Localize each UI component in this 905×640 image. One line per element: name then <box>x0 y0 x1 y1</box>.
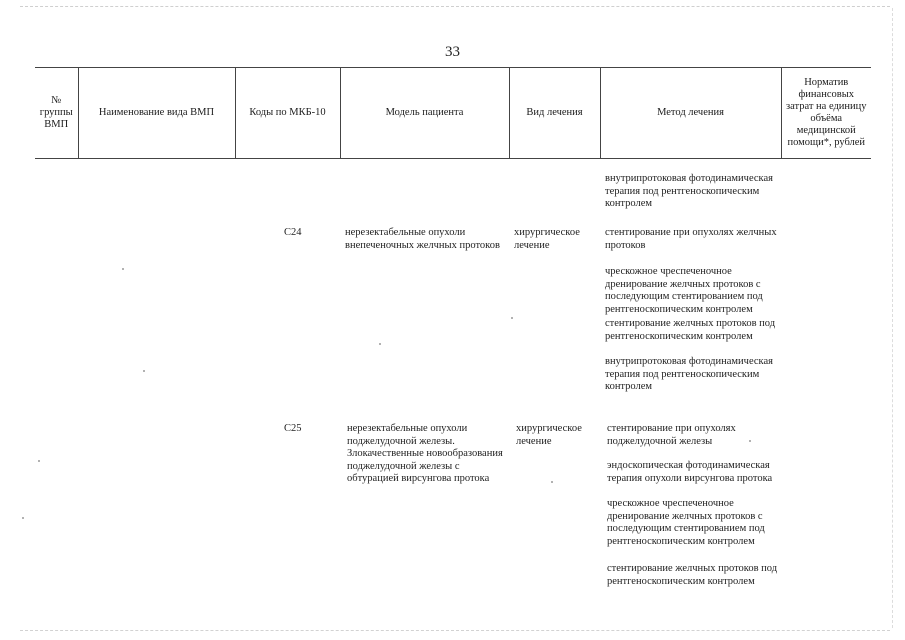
header-group-number: № группы ВМП <box>35 67 78 159</box>
header-treatment-method: Метод лечения <box>600 67 781 159</box>
method-cell: внутрипротоковая фотодинамическая терапия под рентгеноскопическим контролем <box>605 173 773 209</box>
treatment-type-cell: хирургическое лечение <box>516 423 582 447</box>
icd-code: C25 <box>284 423 302 434</box>
scan-speck <box>511 317 513 319</box>
scan-speck <box>22 517 24 519</box>
header-cost-norm: Норматив финансовых затрат на единицу объёма медицинской помощи*, рублей <box>781 67 871 159</box>
header-vmp-name: Наименование вида ВМП <box>78 67 235 159</box>
header-patient-model: Модель пациента <box>340 67 509 159</box>
patient-model-cell: нерезектабельные опухоли поджелудочной железы. Злокачественные новообразования поджелудочной железы с обтурацией вирсунгова протока <box>347 423 503 484</box>
method-cell: стентирование желчных протоков под рентгеноскопическим контролем <box>605 318 776 342</box>
scan-speck <box>38 460 40 462</box>
method-cell: эндоскопическая фотодинамическая терапия опухоли вирсунгова протока <box>607 460 773 484</box>
method-cell: чрескожное чреспеченочное дренирование желчных протоков с последующим стентированием под рентгеноскопическим контролем <box>605 266 763 315</box>
patient-model-cell: нерезектабельные опухоли внепеченочных желчных протоков <box>345 227 500 251</box>
scan-edge-right <box>892 8 893 628</box>
method-cell: чрескожное чреспеченочное дренирование желчных протоков с последующим стентированием под рентгеноскопическим контролем <box>607 498 765 547</box>
scan-edge-bottom <box>20 630 890 631</box>
method-cell: внутрипротоковая фотодинамическая терапия под рентгеноскопическим контролем <box>605 356 773 392</box>
page-number: 33 <box>445 44 460 60</box>
method-cell: стентирование желчных протоков под рентгеноскопическим контролем <box>607 563 778 587</box>
method-cell: стентирование при опухолях поджелудочной железы <box>607 423 736 447</box>
scan-speck <box>551 481 553 483</box>
scan-speck <box>749 440 751 442</box>
scan-speck <box>143 370 145 372</box>
scan-speck <box>122 268 124 270</box>
table-header <box>35 67 871 159</box>
header-treatment-type: Вид лечения <box>509 67 600 159</box>
scan-edge-top <box>20 6 890 7</box>
scan-speck <box>379 343 381 345</box>
treatment-type-cell: хирургическое лечение <box>514 227 580 251</box>
icd-code: C24 <box>284 227 302 238</box>
method-cell: стентирование при опухолях желчных протоков <box>605 227 777 251</box>
header-icd-codes: Коды по МКБ-10 <box>235 67 340 159</box>
